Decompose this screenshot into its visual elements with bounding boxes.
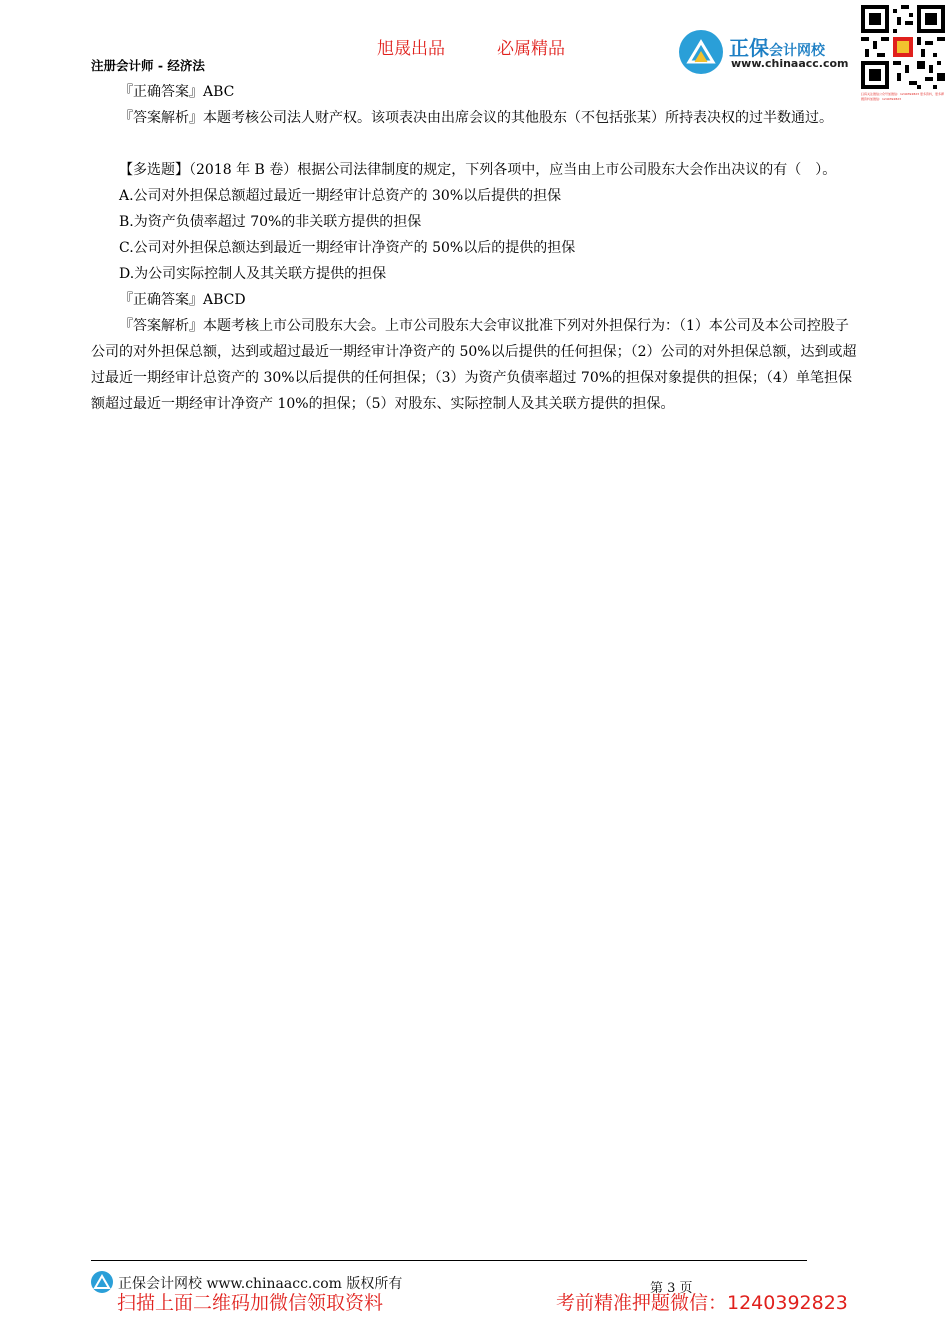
qr-code-icon: [861, 5, 945, 89]
q2-analysis: 『答案解析』本题考核上市公司股东大会。上市公司股东大会审议批准下列对外担保行为：（1）本公司及本公司控股子公司的对外担保总额，达到或超过最近一期经审计净资产的 50%以后提供的任何担保；（2）公司的对外担保总额，达到或超过最近一期经审计总资产的 30%以后提供的任何担保；（3）为资产负债率超过 70%的担保对象提供的担保；（4）单笔担保额超过最近一期经审计净资产 10%的担保；（5）对股东、实际控制人及其关联方提供的担保。: [91, 318, 857, 412]
footer-promo-right: 考前精准押题微信：1240392823: [556, 1292, 848, 1314]
q2-option-b: B.为资产负债率超过 70%的非关联方提供的担保: [119, 214, 422, 230]
q2-option-c: C.公司对外担保总额达到最近一期经审计净资产的 50%以后的提供的担保: [119, 240, 576, 256]
promo-right-text: 必属精品: [497, 39, 565, 59]
q2-option-d: D.为公司实际控制人及其关联方提供的担保: [119, 266, 387, 282]
footer-logo-icon: [91, 1271, 113, 1293]
course-title: 注册会计师 - 经济法: [91, 58, 205, 73]
chinaacc-logo: [679, 30, 859, 80]
q1-answer: 『正确答案』ABC: [119, 84, 235, 100]
document-body: [91, 79, 859, 417]
qr-note: 扫码关注微信公众号加微信：1240392823 更多资料，更多押题资料加微信：1240392823: [861, 92, 945, 101]
q1-analysis: 『答案解析』本题考核公司法人财产权。该项表决由出席会议的其他股东（不包括张某）所持表决权的过半数通过。: [119, 110, 833, 126]
q2-answer: 『正确答案』ABCD: [119, 292, 246, 308]
logo-icon: [679, 30, 723, 74]
footer-copyright: 正保会计网校 www.chinaacc.com 版权所有: [118, 1276, 403, 1292]
page-number: 第 3 页: [650, 1281, 693, 1296]
q2-stem: 【多选题】（2018 年 B 卷）根据公司法律制度的规定，下列各项中，应当由上市公司股东大会作出决议的有（ ）。: [119, 162, 837, 178]
q2-option-a: A.公司对外担保总额超过最近一期经审计总资产的 30%以后提供的担保: [119, 188, 562, 204]
promo-left-text: 旭晟出品: [377, 39, 445, 59]
footer-divider: [91, 1260, 807, 1261]
logo-name-small: 会计网校: [769, 43, 825, 59]
logo-url: www.chinaacc.com: [731, 57, 849, 70]
logo-name-big: 正保: [729, 36, 769, 60]
footer-promo-left: 扫描上面二维码加微信领取资料: [117, 1292, 384, 1314]
